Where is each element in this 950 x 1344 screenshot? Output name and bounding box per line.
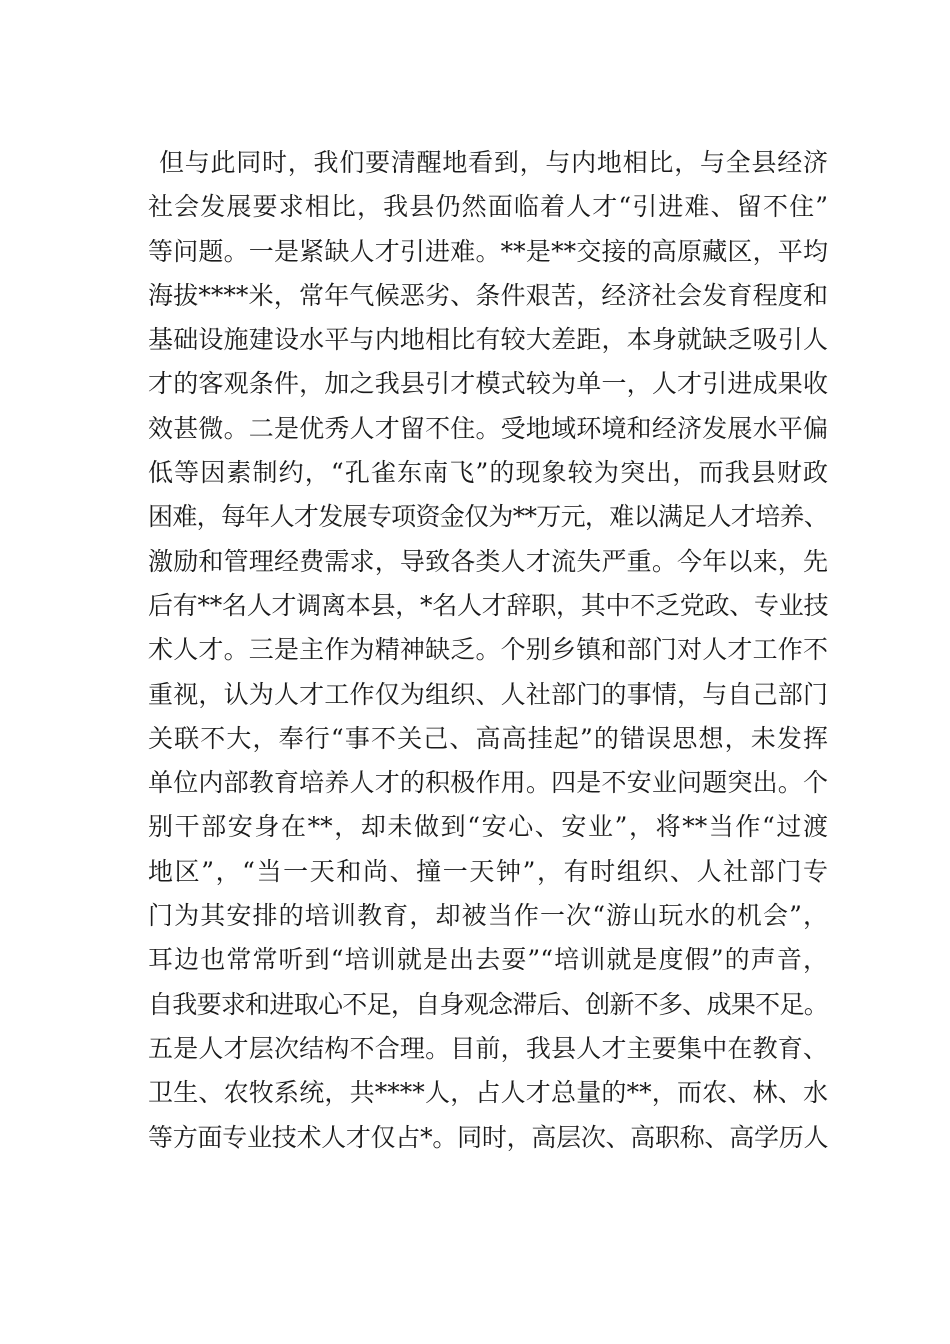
body-paragraph bbox=[148, 141, 828, 1160]
paragraph-line: 耳边也常常听到“培训就是出去耍”“培训就是度假”的声音， bbox=[148, 945, 828, 975]
paragraph-line: 重视，认为人才工作仅为组织、人社部门的事情，与自己部门 bbox=[148, 679, 828, 709]
paragraph-line: 后有**名人才调离本县，*名人才辞职，其中不乏党政、专业技 bbox=[148, 590, 829, 620]
paragraph-line: 自我要求和进取心不足，自身观念滞后、创新不多、成果不足。 bbox=[148, 989, 828, 1019]
paragraph-line: 但与此同时，我们要清醒地看到，与内地相比，与全县经济 bbox=[159, 148, 828, 177]
paragraph-line: 关联不大，奉行“事不关己、高高挂起”的错误思想，未发挥 bbox=[148, 723, 828, 753]
paragraph-line: 术人才。三是主作为精神缺乏。个别乡镇和部门对人才工作不 bbox=[148, 635, 828, 665]
paragraph-line: 单位内部教育培养人才的积极作用。四是不安业问题突出。个 bbox=[148, 768, 828, 798]
paragraph-line: 卫生、农牧系统，共****人，占人才总量的**，而农、林、水 bbox=[148, 1078, 828, 1108]
paragraph-line: 别干部安身在**，却未做到“安心、安业”，将**当作“过渡 bbox=[148, 812, 828, 842]
paragraph-line: 社会发展要求相比，我县仍然面临着人才“引进难、留不住” bbox=[148, 192, 828, 222]
paragraph-line: 门为其安排的培训教育，却被当作一次“游山玩水的机会”， bbox=[148, 901, 828, 931]
paragraph-line: 低等因素制约，“孔雀东南飞”的现象较为突出，而我县财政 bbox=[148, 458, 828, 488]
paragraph-line: 基础设施建设水平与内地相比有较大差距，本身就缺乏吸引人 bbox=[148, 325, 828, 355]
paragraph-line: 等问题。一是紧缺人才引进难。**是**交接的高原藏区，平均 bbox=[148, 236, 828, 266]
paragraph-line: 五是人才层次结构不合理。目前，我县人才主要集中在教育、 bbox=[148, 1033, 828, 1063]
paragraph-line: 困难，每年人才发展专项资金仅为**万元，难以满足人才培养、 bbox=[148, 502, 828, 532]
paragraph-line: 地区”，“当一天和尚、撞一天钟”，有时组织、人社部门专 bbox=[148, 856, 828, 886]
paragraph-line: 等方面专业技术人才仅占*。同时，高层次、高职称、高学历人 bbox=[148, 1122, 828, 1152]
paragraph-line: 激励和管理经费需求，导致各类人才流失严重。今年以来，先 bbox=[148, 546, 828, 576]
paragraph-line: 效甚微。二是优秀人才留不住。受地域环境和经济发展水平偏 bbox=[148, 413, 828, 443]
paragraph-line: 海拔****米，常年气候恶劣、条件艰苦，经济社会发育程度和 bbox=[148, 280, 828, 310]
paragraph-line: 才的客观条件，加之我县引才模式较为单一，人才引进成果收 bbox=[148, 369, 828, 399]
